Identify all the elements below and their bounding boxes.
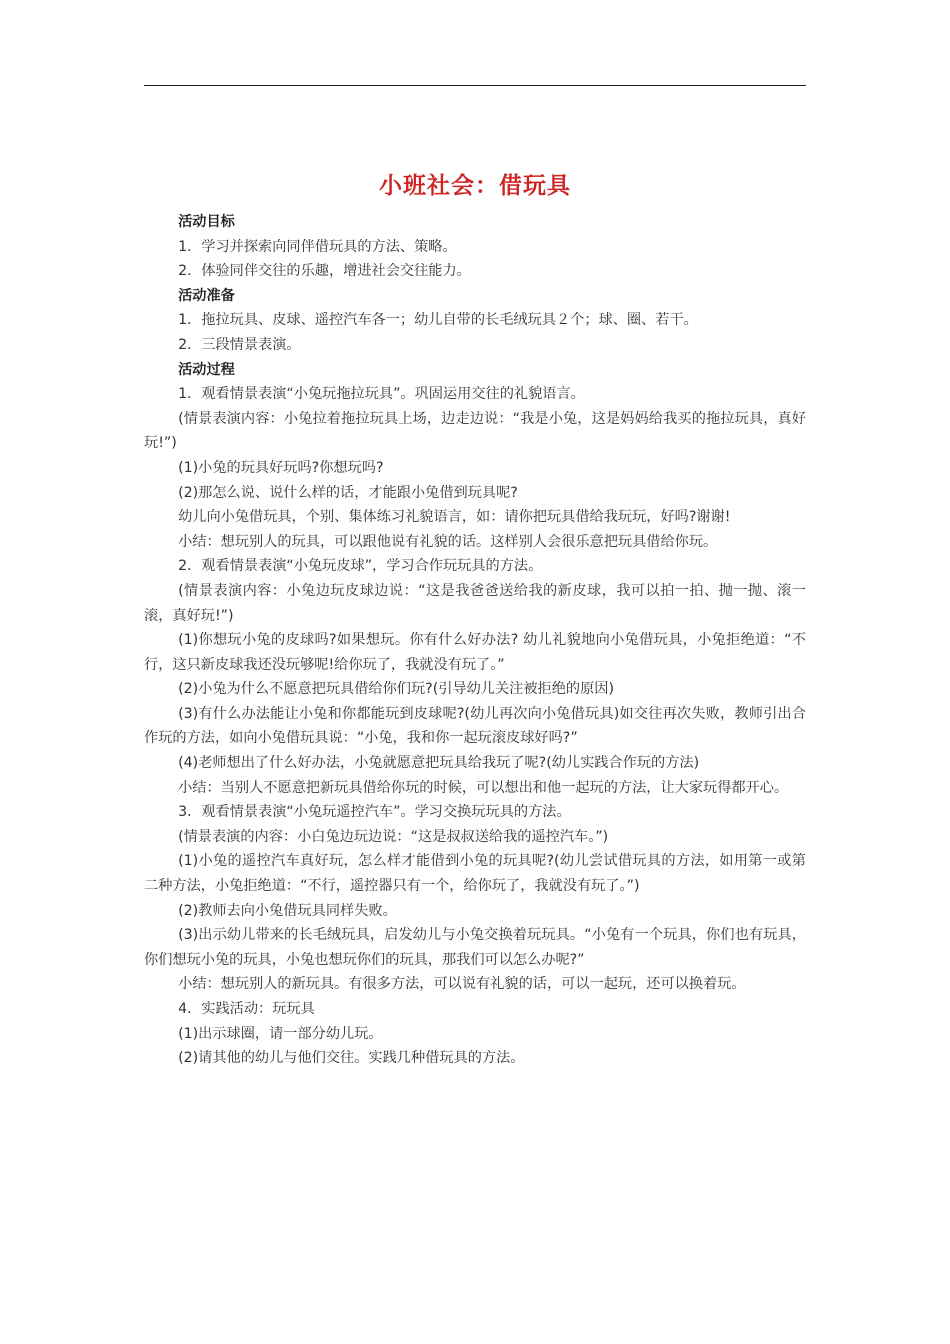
section-heading-process: 活动过程 [178, 361, 235, 378]
document-body [144, 210, 806, 1071]
paragraph: (情景表演的内容：小白兔边玩边说：“这是叔叔送给我的遥控汽车。”) [178, 828, 609, 845]
paragraph: (1)小兔的遥控汽车真好玩，怎么样才能借到小兔的玩具呢?(幼儿尝试借玩具的方法，如用第一或第二种方法，小兔拒绝道：“不行，遥控器只有一个，给你玩了，我就没有玩了。”) [144, 853, 806, 895]
header-rule [144, 85, 806, 86]
paragraph: (情景表演内容：小兔拉着拖拉玩具上场，边走边说：“我是小兔，这是妈妈给我买的拖拉玩具，真好玩!”) [144, 410, 806, 452]
paragraph: (3)出示幼儿带来的长毛绒玩具，启发幼儿与小兔交换着玩玩具。“小兔有一个玩具，你们也有玩具，你们想玩小兔的玩具，小兔也想玩你们的玩具，那我们可以怎么办呢?” [144, 927, 806, 968]
paragraph: (2)那怎么说、说什么样的话，才能跟小兔借到玩具呢? [178, 484, 518, 501]
paragraph: 幼儿向小兔借玩具，个别、集体练习礼貌语言，如：请你把玩具借给我玩玩，好吗?谢谢! [178, 509, 731, 526]
paragraph: (2)请其他的幼儿与他们交往。实践几种借玩具的方法。 [178, 1050, 525, 1067]
section-heading-goals: 活动目标 [178, 214, 235, 230]
paragraph: 1．观看情景表演“小兔玩拖拉玩具”。巩固运用交往的礼貌语言。 [178, 386, 585, 403]
paragraph: (2)教师去向小兔借玩具同样失败。 [178, 902, 397, 919]
paragraph: 2．体验同伴交往的乐趣，增进社会交往能力。 [178, 263, 471, 280]
paragraph: 2．观看情景表演“小兔玩皮球”，学习合作玩玩具的方法。 [178, 558, 543, 575]
paragraph: (1)小兔的玩具好玩吗?你想玩吗? [178, 459, 384, 476]
paragraph: 4．实践活动：玩玩具 [178, 1001, 315, 1017]
paragraph: (1)你想玩小兔的皮球吗?如果想玩。你有什么好办法? 幼儿礼貌地向小兔借玩具，小兔拒绝道：“不行，这只新皮球我还没玩够呢!给你玩了，我就没有玩了。” [144, 632, 806, 673]
paragraph: 1．学习并探索向同伴借玩具的方法、策略。 [178, 238, 457, 255]
paragraph: (3)有什么办法能让小兔和你都能玩到皮球呢?(幼儿再次向小兔借玩具)如交往再次失败，教师引出合作玩的方法，如向小兔借玩具说：“小兔，我和你一起玩滚皮球好吗?” [144, 705, 806, 747]
paragraph: (2)小兔为什么不愿意把玩具借给你们玩?(引导幼儿关注被拒绝的原因) [178, 681, 615, 698]
paragraph: 小结：想玩别人的玩具，可以跟他说有礼貌的话。这样别人会很乐意把玩具借给你玩。 [178, 533, 718, 550]
page-title: 小班社会：借玩具 [379, 173, 571, 199]
paragraph: (4)老师想出了什么好办法，小兔就愿意把玩具给我玩了呢?(幼儿实践合作玩的方法) [178, 755, 700, 772]
paragraph: 2．三段情景表演。 [178, 336, 301, 353]
paragraph: 小结：当别人不愿意把新玩具借给你玩的时候，可以想出和他一起玩的方法，让大家玩得都开心。 [178, 779, 789, 796]
paragraph: 3．观看情景表演“小兔玩遥控汽车”。学习交换玩玩具的方法。 [178, 804, 571, 821]
paragraph: 1．拖拉玩具、皮球、遥控汽车各一；幼儿自带的长毛绒玩具２个；球、圈、若干。 [178, 312, 698, 329]
paragraph: (1)出示球圈，请一部分幼儿玩。 [178, 1025, 383, 1042]
section-heading-preparation: 活动准备 [178, 287, 235, 304]
paragraph: 小结：想玩别人的新玩具。有很多方法，可以说有礼貌的话，可以一起玩，还可以换着玩。 [178, 976, 746, 993]
paragraph: (情景表演内容：小兔边玩皮球边说：“这是我爸爸送给我的新皮球，我可以拍一拍、抛一抛、滚一滚，真好玩!”) [144, 582, 806, 624]
